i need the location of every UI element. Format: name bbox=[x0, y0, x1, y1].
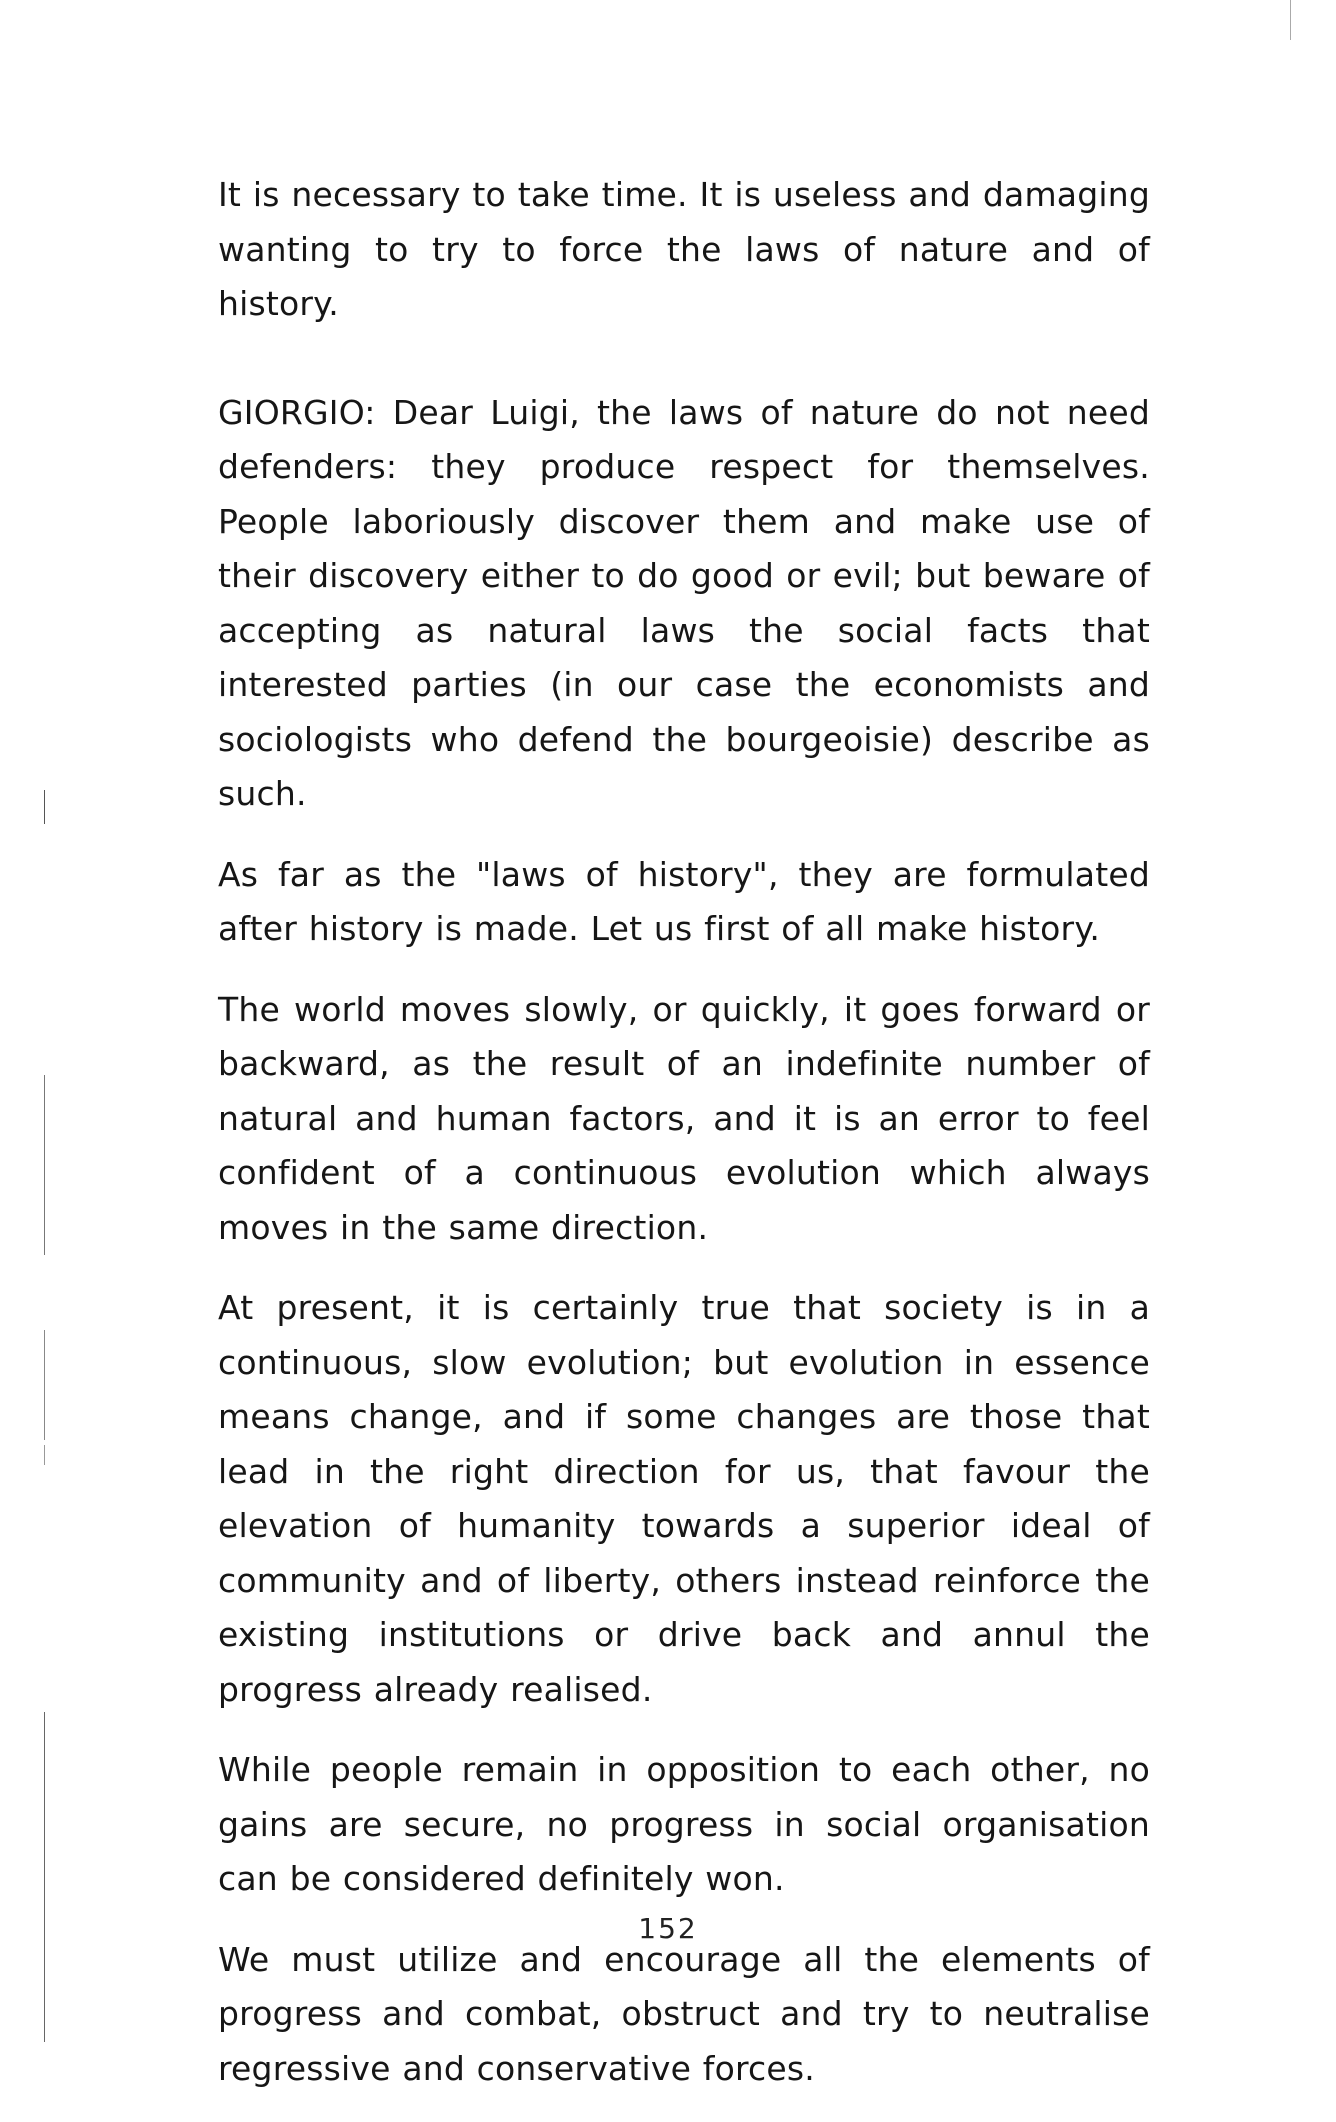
scan-artifact bbox=[44, 1445, 45, 1465]
scan-artifact bbox=[44, 1712, 45, 2042]
page-number: 152 bbox=[638, 1912, 698, 1945]
paragraph: The world moves slowly, or quickly, it goes forward or backward, as the result of an indefinite number of natural and human factors, and it is an error to feel confident of a continuous evolution which always moves in the same direction. bbox=[218, 989, 1150, 1247]
scan-artifact bbox=[1290, 0, 1291, 40]
paragraph: We must utilize and encourage all the elements of progress and combat, obstruct and try to neutralise regressive and conservative forces. bbox=[218, 1939, 1150, 2088]
scan-artifact bbox=[44, 1075, 45, 1255]
scan-artifact bbox=[44, 1330, 45, 1440]
paragraph: GIORGIO: Dear Luigi, the laws of nature do not need defenders: they produce respect for themselves. People laboriously discover them and make use of their discovery either to do good or evil; but beware of accepting as natural laws the social facts that interested parties (in our case the economists and sociologists who defend the bourgeoisie) describe as such. bbox=[218, 392, 1150, 813]
paragraph: It is necessary to take time. It is useless and damaging wanting to try to force the laws of nature and of history. bbox=[218, 175, 1150, 323]
paragraph: While people remain in opposition to each other, no gains are secure, no progress in social organisation can be considered definitely won. bbox=[218, 1750, 1150, 1898]
paragraph: At present, it is certainly true that society is in a continuous, slow evolution; but evolution in essence means change, and if some changes are those that lead in the right direction for us, that favour the elevation of humanity towards a superior ideal of community and of liberty, others instead reinforce the existing institutions or drive back and annul the progress already realised. bbox=[218, 1288, 1150, 1709]
scan-artifact bbox=[44, 790, 45, 824]
paragraph: As far as the "laws of history", they are formulated after history is made. Let us first of all make history. bbox=[218, 854, 1150, 948]
page-body bbox=[218, 168, 1150, 2122]
